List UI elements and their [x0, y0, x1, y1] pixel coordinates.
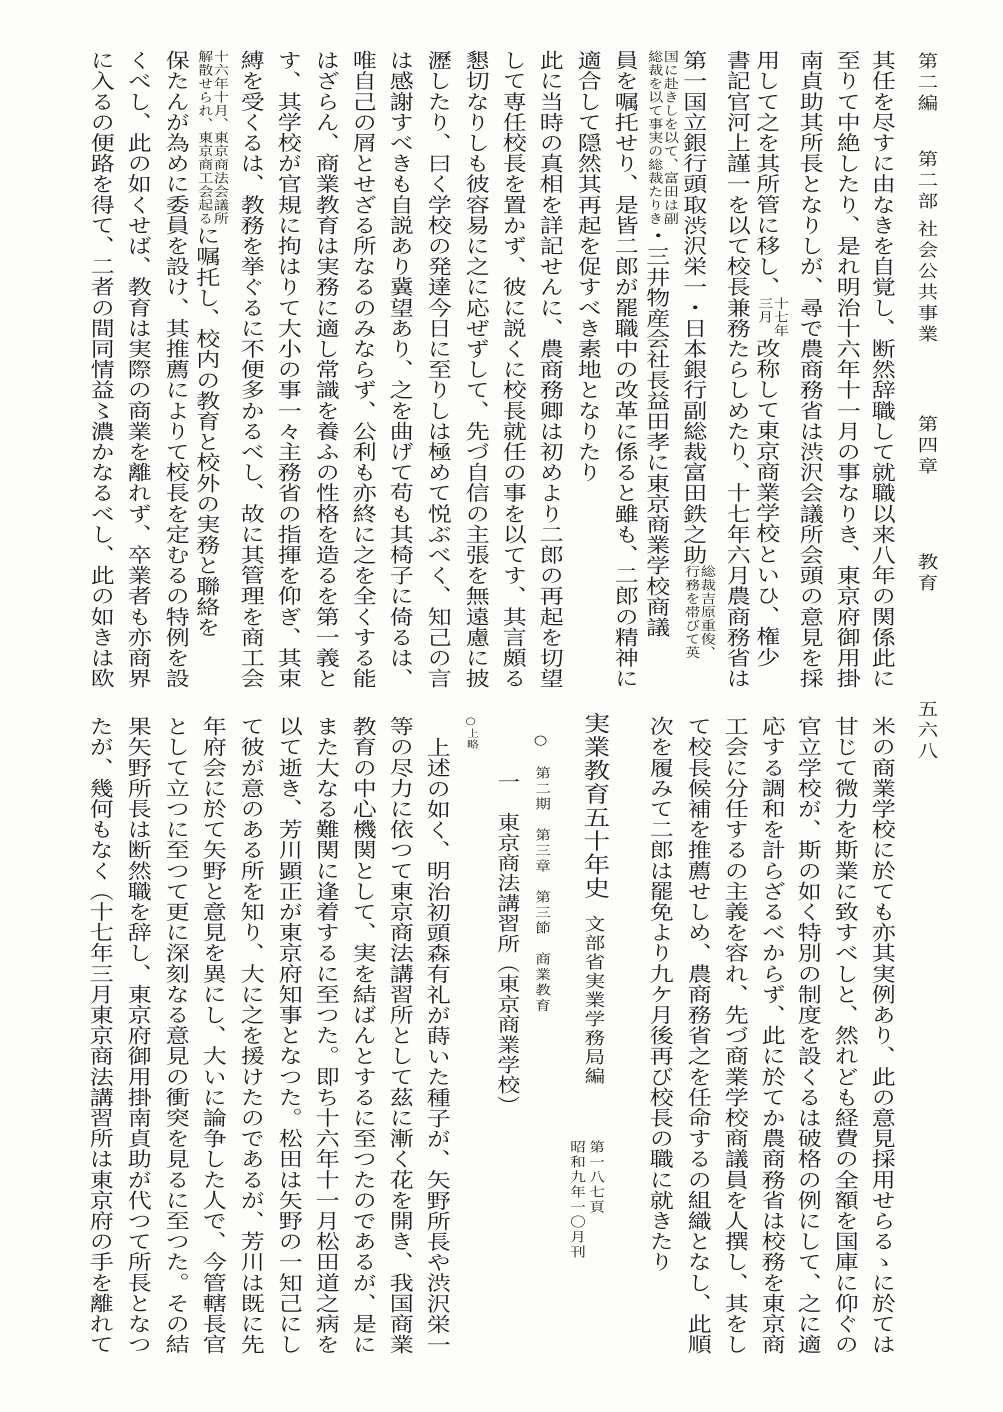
text-column: くべし、此の如くせば、教育は実際の商業を離れず、卒業者も亦商界	[123, 50, 153, 689]
column-text: に嘱托し、校内の教育と校外の実務と聯絡を	[192, 225, 221, 638]
text-column: 至りて中絶したり、是れ明治十六年十一月の事なりき、東京府御用掛	[832, 50, 862, 689]
text-column: 甘じて微力を斯業に致すべしと、然れども経費の全額を国庫に仰ぐの	[830, 716, 860, 1355]
text-column: に入るの便路を得て、二者の間同情益〻濃かなるべし、此の如きは欧	[86, 50, 116, 689]
text-column: 此に当時の真相を詳記せんに、農商務卿は初めより二郎の再起を切望	[535, 50, 565, 689]
text-column: 応する調和を計らざるべからず、此に於てか農商務省は校務を東京商	[757, 716, 787, 1355]
text-column: て校長候補を推薦せしめ、農商務省之を任命するの組織となし、此順	[683, 716, 713, 1355]
column-text: 用して之を其所管に移し、	[752, 50, 781, 298]
omission-note: ○上略	[464, 716, 478, 750]
excerpt-column: たが、幾何もなく（十七年三月東京商法講習所は東京府の手を離れて	[85, 716, 115, 1355]
text-column: して専任校長を置かず、彼に説くに校長就任の事を以てす、其言頗る	[498, 50, 528, 689]
text-column: 懇切なりしも彼容易に之に応ぜずして、先づ自信の主張を無遠慮に披	[461, 50, 491, 689]
text-column: 員を嘱托せり、是皆二郎が罷職中の改革に係ると雖も、二郎の精神に	[610, 50, 640, 689]
text-column	[679, 50, 717, 660]
annotation-line: 三月	[756, 297, 775, 325]
source-title: 実業教育五十年史	[579, 712, 610, 900]
annotation-line: 行務を帯びて英	[683, 565, 702, 660]
running-head-part: 教育	[913, 553, 937, 595]
page-number: 五六八	[913, 700, 937, 763]
annotation-line: 十七年	[771, 297, 790, 338]
running-head-part: 第二部	[913, 150, 937, 213]
column-text: 改称して東京商業学校といひ、権少	[752, 337, 781, 668]
excerpt-column: 等の尽力に依つて東京商法講習所として茲に漸く花を開き、我国商業	[385, 716, 415, 1355]
running-head-part: 社会公共事業	[913, 220, 937, 346]
excerpt-column: て彼が意のある所を知り、大に之を援けたのであるが、芳川は既に先	[236, 716, 266, 1355]
excerpt-column: 以て逝き、芳川顕正が東京府知事となつた。松田は矢野の一知己にし	[274, 716, 304, 1355]
text-column: 適合して隠然其再起を促すべき素地となりたり	[573, 50, 603, 483]
excerpt-column: 果矢野所長は断然職を辞し、東京府御用掛南貞助が代つて所長となつ	[123, 716, 153, 1355]
text-column	[752, 50, 790, 668]
column-text: ・三井物産会社長益田孝に東京商業学校商議	[642, 225, 671, 638]
annotation-line: 総裁を以て事実の総裁たりき	[646, 50, 665, 226]
annotation-line: 総裁吉原重俊、	[698, 565, 717, 660]
excerpt-column: 教育の中心機関として、実を結ばんとするに至つたのであるが、是に	[348, 716, 378, 1355]
text-column: 唯自己の屑とせざる所なるのみならず、公利も亦終に之を全くする能	[348, 50, 378, 689]
text-column: 南貞助其所長となりしが、尋で農商務省は渋沢会議所会頭の意見を採	[795, 50, 825, 689]
running-head-part: 第四章	[913, 415, 937, 478]
annotation-line: 十六年十月、東京商法会議所	[211, 50, 230, 226]
excerpt-column: 年府会に於て矢野と意見を異にし、大いに論争した人で、今管轄長官	[198, 716, 228, 1355]
inline-annotation	[197, 50, 228, 226]
text-column: 保たんが為めに委員を設け、其推薦によりて校長を定むるの特例を設	[161, 50, 191, 689]
inline-annotation	[647, 50, 678, 226]
text-column: 官立学校が、斯の如く特別の制度を設くるは破格の例にして、之に適	[793, 716, 823, 1355]
text-column: 瀝したり、曰く学校の発達今日に至りしは極めて悦ぶべく、知己の言	[423, 50, 453, 689]
text-column: 其任を尽すに由なきを自覚し、断然辞職して就職以来八年の関係此に	[867, 50, 897, 689]
section-heading: 一 東京商法講習所（東京商業学校）	[493, 772, 521, 1116]
text-column: はざらん、商業教育は実務に適し常識を養ふの性格を造るを第一義と	[311, 50, 341, 689]
text-column: は感謝すべきも自説あり冀望あり、之を曲げて苟も其椅子に倚るは、	[385, 50, 415, 689]
column-text: 第一国立銀行頭取渋沢栄一・日本銀行副総裁富田鉄之助	[679, 50, 708, 565]
running-head-part: 第二編	[913, 52, 937, 115]
source-publication-date: 昭和九年一〇月刊	[566, 1140, 585, 1260]
section-path: ○ 第二期 第三章 第三節 商業教育	[531, 733, 550, 1014]
source-page-ref: 第一八七頁	[585, 1140, 604, 1215]
text-column: す、其学校が官規に拘はりて大小の事一々主務省の指揮を仰ぎ、其束	[273, 50, 303, 689]
inline-annotation	[684, 565, 715, 660]
text-column	[192, 50, 230, 638]
text-column: 書記官河上謹一を以て校長兼務たらしめたり、十七年六月農商務省は	[722, 50, 752, 689]
excerpt-column: 上述の如く、明治初頭森有礼が蒔いた種子が、矢野所長や渋沢栄一	[422, 737, 452, 1355]
excerpt-column: また大なる難関に逢着するに至つた。即ち十六年十一月松田道之病を	[311, 716, 341, 1355]
text-column: 工会に分任するの主義を容れ、先づ商業学校商議員を人撰し、其をし	[720, 716, 750, 1355]
text-column: 縛を受くるは、教務を挙ぐるに不便多かるべし、故に其管理を商工会	[236, 50, 266, 689]
annotation-line: 解散せられ、東京商工会起る	[196, 50, 215, 226]
text-column: 米の商業学校に於ても亦其実例あり、此の意見採用せらるゝに於ては	[867, 716, 897, 1355]
text-column: 次を履みて二郎は罷免より九ケ月後再び校長の職に就きたり	[645, 716, 675, 1273]
annotation-line: 国に赴きしを以て、富田は副	[661, 50, 680, 226]
text-column	[642, 50, 680, 638]
source-editor: 文部省実業学務局編	[580, 915, 604, 1086]
inline-annotation	[757, 297, 788, 338]
excerpt-column: として立つに至つて更に深刻なる意見の衝突を見るに至つた。その結	[161, 716, 191, 1355]
